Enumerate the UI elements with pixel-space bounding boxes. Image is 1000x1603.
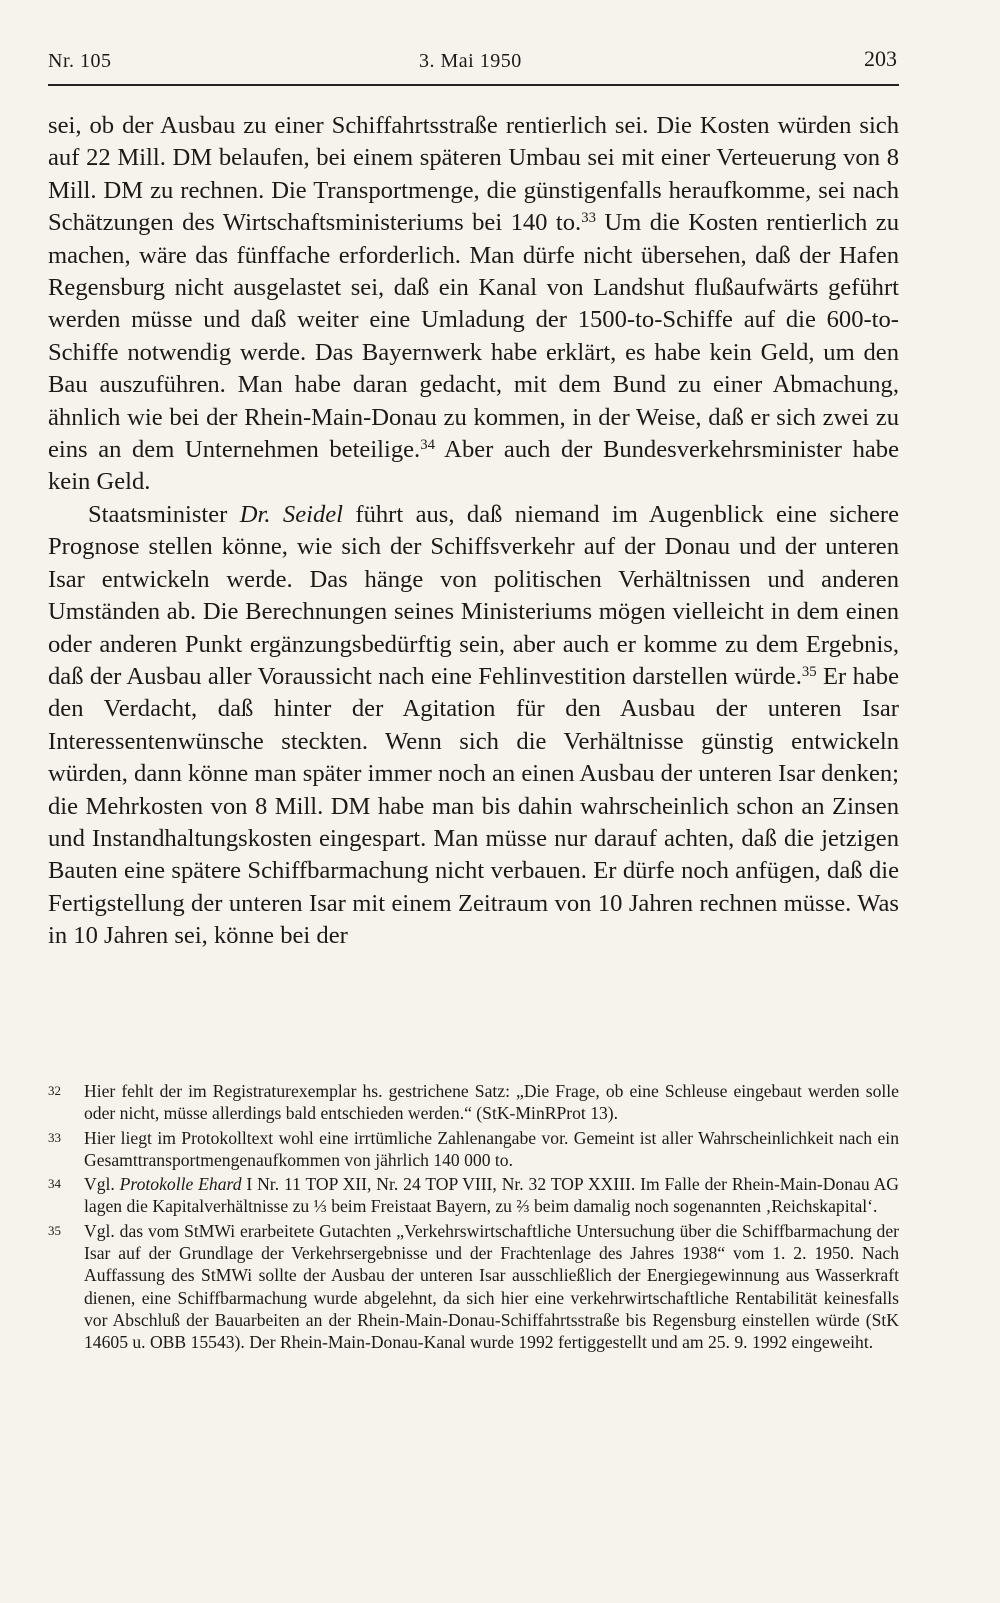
footnote-ref-34: 34 [420, 436, 435, 453]
footnote-text: Hier liegt im Protokolltext wohl eine irrtümliche Zahlenangabe vor. Gemeint ist aller Wahrscheinlichkeit nach ein Gesamttransportmengenaufkommen von jährlich 140 000 to. [84, 1127, 899, 1170]
footnote-number: 33 [48, 1129, 61, 1145]
header-rule [48, 84, 899, 86]
footnote-35 [48, 1220, 899, 1354]
paragraph-1-text-b: Um die Kosten rentierlich zu machen, wäre das fünffache erforderlich. Man dürfe nicht übersehen, daß der Hafen Regensburg nicht ausgelastet sei, daß ein Kanal von Landshut flußaufwärts geführt werden müsse und daß weiter eine Umladung der 1500-to-Schiffe auf die 600-to-Schiffe notwendig werde. Das Bayernwerk habe erklärt, es habe kein Geld, um den Bau auszuführen. Man habe daran gedacht, mit dem Bund zu einer Abmachung, ähnlich wie bei der Rhein-Main-Donau zu kommen, in der Weise, daß er sich zwei zu eins an dem Unternehmen beteilige. [48, 209, 900, 464]
paragraph-2-text-c: Er habe den Verdacht, daß hinter der Agitation für den Ausbau der unteren Isar Interessentenwünsche steckten. Wenn sich die Verhältnisse günstig entwickeln würden, dann könne man später immer noch an einen Ausbau der unteren Isar denken; die Mehrkosten von 8 Mill. DM habe man bis dahin wahrscheinlich schon an Zinsen und Instandhaltungskosten eingespart. Man müsse nur darauf achten, daß die jetzigen Bauten eine spätere Schiffbarmachung nicht verbauen. Er dürfe noch anfügen, daß die Fertigstellung der unteren Isar mit einem Zeitraum von 10 Jahren rechnen müsse. Was in 10 Jahren sei, könne bei der [48, 662, 899, 950]
book-page [48, 40, 900, 1353]
footnote-number: 32 [48, 1083, 61, 1098]
footnote-text: Vgl. das vom StMWi erarbeitete Gutachten „Verkehrswirtschaftliche Untersuchung über die Schiffbarmachung der Isar auf der Grundlage der Verkehrsergebnisse und der Frachtenlage des Jahres 1938“ vom 1. 2. 1950. Nach Auffassung des StMWi sollte der Ausbau der unteren Isar ausschließlich der Energiegewinnung aus Wasserkraft dienen, eine Schiffbarmachung wurde abgelehnt, da sich hier eine verkehrwirtschaftliche Rentabilität keinesfalls vor Abschluß der Bauarbeiten an der Rhein-Main-Donau-Schiffahrtsstraße bis Regensburg einstellen würde (StK 14605 u. OBB 15543). Der Rhein-Main-Donau-Kanal wurde 1992 fertiggestellt und am 25. 9. 1992 eingeweiht. [84, 1220, 899, 1353]
footnotes [48, 1080, 899, 1356]
paragraph-1 [48, 110, 899, 499]
session-date: 3. Mai 1950 [419, 50, 522, 72]
main-text [48, 110, 899, 953]
footnote-text [84, 1173, 899, 1218]
cited-work: Protokolle Ehard [119, 1174, 242, 1195]
footnote-number: 35 [48, 1222, 61, 1238]
issue-number: Nr. 105 [48, 50, 112, 72]
footnote-ref-35: 35 [801, 663, 817, 680]
footnote-33 [48, 1127, 899, 1172]
footnote-number: 34 [48, 1176, 61, 1192]
paragraph-2-text-a: Staatsminister [88, 500, 240, 528]
footnote-34 [48, 1173, 899, 1218]
footnote-text-a: Vgl. [84, 1174, 120, 1195]
footnote-text: Hier fehlt der im Registraturexemplar hs. gestrichene Satz: „Die Frage, ob eine Schleuse eingebaut werden solle oder nicht, müsse allerdings bald entschieden werden.“ (StK-MinRProt 13). [84, 1081, 899, 1124]
running-head [48, 40, 899, 80]
footnote-ref-33: 33 [581, 210, 596, 227]
page-number: 203 [864, 46, 897, 71]
footnote-32 [48, 1080, 899, 1125]
footnote-text-b: I Nr. 11 TOP XII, Nr. 24 TOP VIII, Nr. 32 TOP XXIII. Im Falle der Rhein-Main-Donau AG lagen die Kapitalverhältnisse zu ⅓ beim Freistaat Bayern, zu ⅔ beim damalig noch sogenannten ‚Reichskapital‘. [84, 1174, 900, 1217]
paragraph-2 [48, 499, 899, 953]
paragraph-2-text-b: führt aus, daß niemand im Augenblick eine sichere Prognose stellen könne, wie sich der Schiffsverkehr auf der Donau und der unteren Isar entwickeln werde. Das hänge von politischen Verhältnissen und anderen Umständen ab. Die Berechnungen seines Ministeriums mögen vielleicht in dem einen oder anderen Punkt ergänzungsbedürftig sein, aber auch er komme zu dem Ergebnis, daß der Ausbau aller Voraussicht nach eine Fehlinvestition darstellen würde. [48, 500, 900, 690]
paragraph-1-text-a: sei, ob der Ausbau zu einer Schiffahrtsstraße rentierlich sei. Die Kosten würden sich auf 22 Mill. DM belaufen, bei einem späteren Umbau sei mit einer Verteuerung von 8 Mill. DM zu rechnen. Die Transportmenge, die günstigenfalls heraufkomme, sei nach Schätzungen des Wirtschaftsministeriums bei 140 to. [48, 112, 899, 237]
paragraph-1-text-c: Aber auch der Bundesverkehrsminister habe kein Geld. [48, 436, 900, 496]
speaker-name: Dr. Seidel [239, 500, 343, 528]
